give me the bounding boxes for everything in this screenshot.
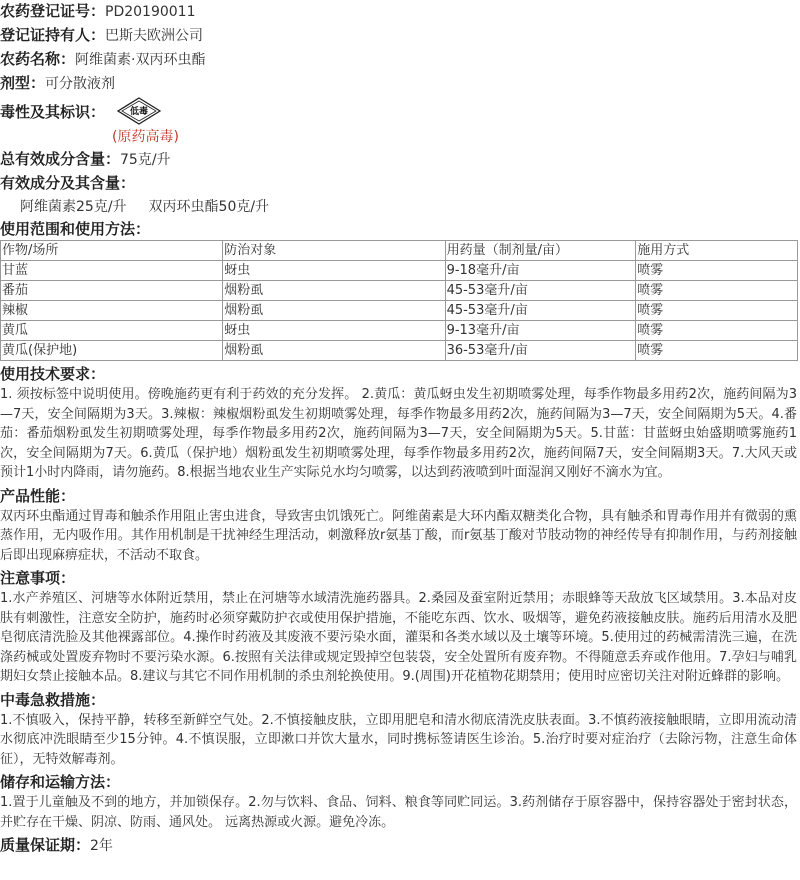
table-row [1,341,798,361]
table-cell: 辣椒 [1,301,223,321]
registration-row [0,0,799,24]
column-header: 防治对象 [223,241,445,261]
table-row [1,261,798,281]
ingredients-list [0,196,799,219]
storage-heading: 储存和运输方法： [0,773,121,791]
table-header-row [1,241,798,261]
table-cell: 烟粉虱 [223,341,445,361]
shelf-life-row [0,834,799,858]
ingredients-heading-row [0,172,799,196]
column-header: 施用方式 [636,241,798,261]
table-cell: 喷雾 [636,261,798,281]
table-cell: 烟粉虱 [223,301,445,321]
first-aid-paragraph: 1.不慎吸入，保持平静，转移至新鲜空气处。2.不慎接触皮肤，立即用肥皂和清水彻底清洗皮肤表面。3.不慎药液接触眼睛，立即用流动清水彻底冲洗眼睛至少15分钟。4.不慎误服，立即漱口并饮大量水，同时携标签请医生诊治。5.治疗时要对症治疗（去除污物，注意生命体征），无特效解毒剂。 [0,712,797,767]
performance-heading: 产品性能： [0,486,76,505]
performance-paragraph: 双丙环虫酯通过胃毒和触杀作用阻止害虫进食，导致害虫饥饿死亡。阿维菌素是大环内酯双糖类化合物，具有触杀和胃毒作用并有微弱的熏蒸作用，无内吸作用。其作用机制是干扰神经生理活动，刺激释放r氨基丁酸，而r氨基丁酸对节肢动物的神经传导有抑制作用，与药剂接触后即出现麻痹症状，不活动不取食。 [0,508,797,563]
total-content-value: 75克/升 [120,152,171,168]
table-cell: 45-53毫升/亩 [445,301,636,321]
tech-heading: 使用技术要求： [0,365,106,383]
registration-value: PD20190011 [105,4,196,20]
holder-label: 登记证持有人： [0,26,106,44]
table-cell: 蚜虫 [223,261,445,281]
table-cell: 36-53毫升/亩 [445,341,636,361]
table-cell: 喷雾 [636,321,798,341]
first-aid-heading: 中毒急救措施： [0,690,106,709]
pesticide-name-label: 农药名称： [0,50,76,68]
formulation-row [0,72,799,96]
table-cell: 黄瓜 [1,321,223,341]
ingredient-item: 双丙环虫酯50克/升 [148,199,270,215]
toxicity-note: (原药高毒) [112,129,179,145]
formulation-value: 可分散液剂 [45,76,116,92]
precautions-heading: 注意事项： [0,569,76,587]
table-cell: 黄瓜(保护地) [1,341,223,361]
precautions-paragraph: 1.水产养殖区、河塘等水体附近禁用，禁止在河塘等水域清洗施药器具。2.桑园及蚕室附近禁用；赤眼蜂等天敌放飞区域禁用。3.本品对皮肤有刺激性，注意安全防护，施药时必须穿戴防护衣或使用保护措施，不能吃东西、饮水、吸烟等，避免药液接触皮肤。施药后用清水及肥皂彻底清洗脸及其他裸露部位。4.操作时药液及其废液不要污染水面，灌渠和各类水域以及土壤等环境。5.使用过的药械需清洗三遍，在洗涤药械或处置废弃物时不要污染水源。6.按照有关法律或规定毁掉空包装袋，安全处置所有废弃物。不得随意丢弃或作他用。7.孕妇与哺乳期妇女禁止接触本品。8.建议与其它不同作用机制的杀虫剂轮换使用。9.(周围)开花植物花期禁用；使用时应密切关注对附近蜂群的影响。 [0,591,797,684]
column-header: 作物/场所 [1,241,223,261]
table-cell: 45-53毫升/亩 [445,281,636,301]
low-toxicity-diamond-icon [117,97,161,125]
ingredients-label: 有效成分及其含量： [0,174,136,192]
table-cell: 9-13毫升/亩 [445,321,636,341]
table-row [1,321,798,341]
table-row [1,281,798,301]
table-cell: 喷雾 [636,281,798,301]
table-cell: 蚜虫 [223,321,445,341]
shelf-life-value: 2年 [90,838,113,854]
holder-value: 巴斯夫欧洲公司 [105,28,204,44]
toxicity-label: 毒性及其标识： [0,102,106,121]
holder-row [0,24,799,48]
table-cell: 喷雾 [636,341,798,361]
usage-heading: 使用范围和使用方法： [0,220,151,238]
total-content-row [0,148,799,172]
shelf-life-label: 质量保证期： [0,836,91,854]
table-cell: 9-18毫升/亩 [445,261,636,281]
table-cell: 甘蓝 [1,261,223,281]
total-content-label: 总有效成分含量： [0,150,121,168]
ingredient-item: 阿维菌素25克/升 [20,199,127,215]
registration-label: 农药登记证号： [0,2,106,20]
storage-paragraph: 1.置于儿童触及不到的地方，并加锁保存。2.勿与饮料、食品、饲料、粮食等同贮同运。3.药剂储存于原容器中，保持容器处于密封状态，并贮存在干燥、阴凉、防雨、通风处。 远离热源或火源。避免冷冻。 [0,795,797,830]
pesticide-name-row [0,48,799,72]
column-header: 用药量（制剂量/亩） [445,241,636,261]
formulation-label: 剂型： [0,74,46,92]
usage-table [0,240,798,361]
table-row [1,301,798,321]
toxicity-row [0,96,799,126]
pesticide-name-value: 阿维菌素·双丙环虫酯 [75,52,206,68]
table-cell: 喷雾 [636,301,798,321]
toxicity-mark-text: 低毒 [130,107,149,117]
table-cell: 番茄 [1,281,223,301]
tech-paragraph: 1. 须按标签中说明使用。傍晚施药更有利于药效的充分发挥。 2.黄瓜：黄瓜蚜虫发生初期喷雾处理，每季作物最多用药2次，施药间隔为3—7天，安全间隔期为3天。3.辣椒：辣椒烟粉虱发生初期喷雾处理，每季作物最多用药2次，施药间隔为3—7天，安全间隔期为5天。4.番茄：番茄烟粉虱发生初期喷雾处理，每季作物最多用药2次，施药间隔为3—7天，安全间隔期为5天。5.甘蓝：甘蓝蚜虫始盛期喷雾施药1次，安全间隔期为7天。6.黄瓜（保护地）烟粉虱发生初期喷雾处理，每季作物最多用药2次，施药间隔7天，安全间隔期3天。7.大风天或预计1小时内降雨，请勿施药。8.根据当地农业生产实际兑水均匀喷雾，以达到药液喷到叶面湿润又刚好不滴水为宜。 [0,387,797,480]
table-cell: 烟粉虱 [223,281,445,301]
